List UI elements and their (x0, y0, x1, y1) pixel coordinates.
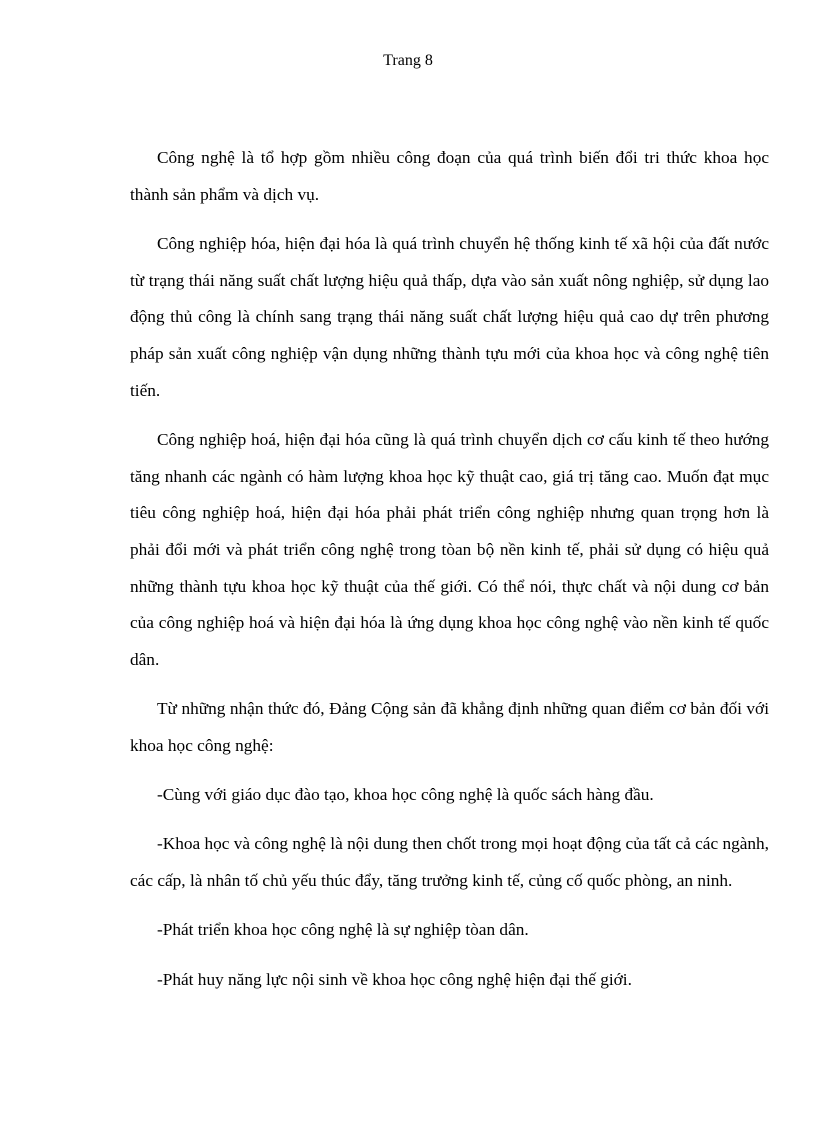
list-item-whole-people: -Phát triển khoa học công nghệ là sự nghiệp tòan dân. (157, 920, 529, 940)
paragraph-industrialization-definition: Công nghiệp hóa, hiện đại hóa là quá trình chuyển hệ thống kinh tế xã hội của đất nước từ trạng thái năng suất chất lượng hiệu quả thấp, dựa vào sản xuất nông nghiệp, sử dụng lao động thủ công là chính sang trạng thái năng suất chất lượng hiệu quả cao dự trên phương pháp sản xuất công nghiệp vận dụng những thành tựu mới của khoa học và công nghệ tiên tiến. (130, 233, 769, 400)
page-header: Trang 8 (383, 52, 433, 69)
list-item-endogenous-capacity: -Phát huy năng lực nội sinh về khoa học công nghệ hiện đại thế giới. (157, 969, 632, 989)
list-item-key-content: -Khoa học và công nghệ là nội dung then chốt trong mọi hoạt động của tất cả các ngành, các cấp, là nhân tố chủ yếu thúc đẩy, tăng trưởng kinh tế, củng cố quốc phòng, an ninh. (130, 834, 769, 891)
paragraph-technology-definition: Công nghệ là tổ hợp gồm nhiều công đoạn của quá trình biến đổi tri thức khoa học thành sản phẩm và dịch vụ. (130, 148, 769, 204)
list-item-national-policy: -Cùng với giáo dục đào tạo, khoa học công nghệ là quốc sách hàng đầu. (157, 785, 654, 805)
paragraph-party-viewpoints-intro: Từ những nhận thức đó, Đảng Cộng sản đã khẳng định những quan điểm cơ bản đối với khoa học công nghệ: (130, 699, 769, 756)
paragraph-economic-restructuring: Công nghiệp hoá, hiện đại hóa cũng là quá trình chuyển dịch cơ cấu kinh tế theo hướng tăng nhanh các ngành có hàm lượng khoa học kỹ thuật cao, giá trị tăng cao. Muốn đạt mục tiêu công nghiệp hoá, hiện đại hóa phải phát triển công nghiệp nhưng quan trọng hơn là phải đổi mới và phát triển công nghệ trong tòan bộ nền kinh tế, phải sử dụng có hiệu quả những thành tựu khoa học kỹ thuật của thế giới. Có thể nói, thực chất và nội dung cơ bản của công nghiệp hoá và hiện đại hóa là ứng dụng khoa học công nghệ vào nền kinh tế quốc dân. (130, 429, 769, 670)
document-body (130, 140, 769, 1011)
